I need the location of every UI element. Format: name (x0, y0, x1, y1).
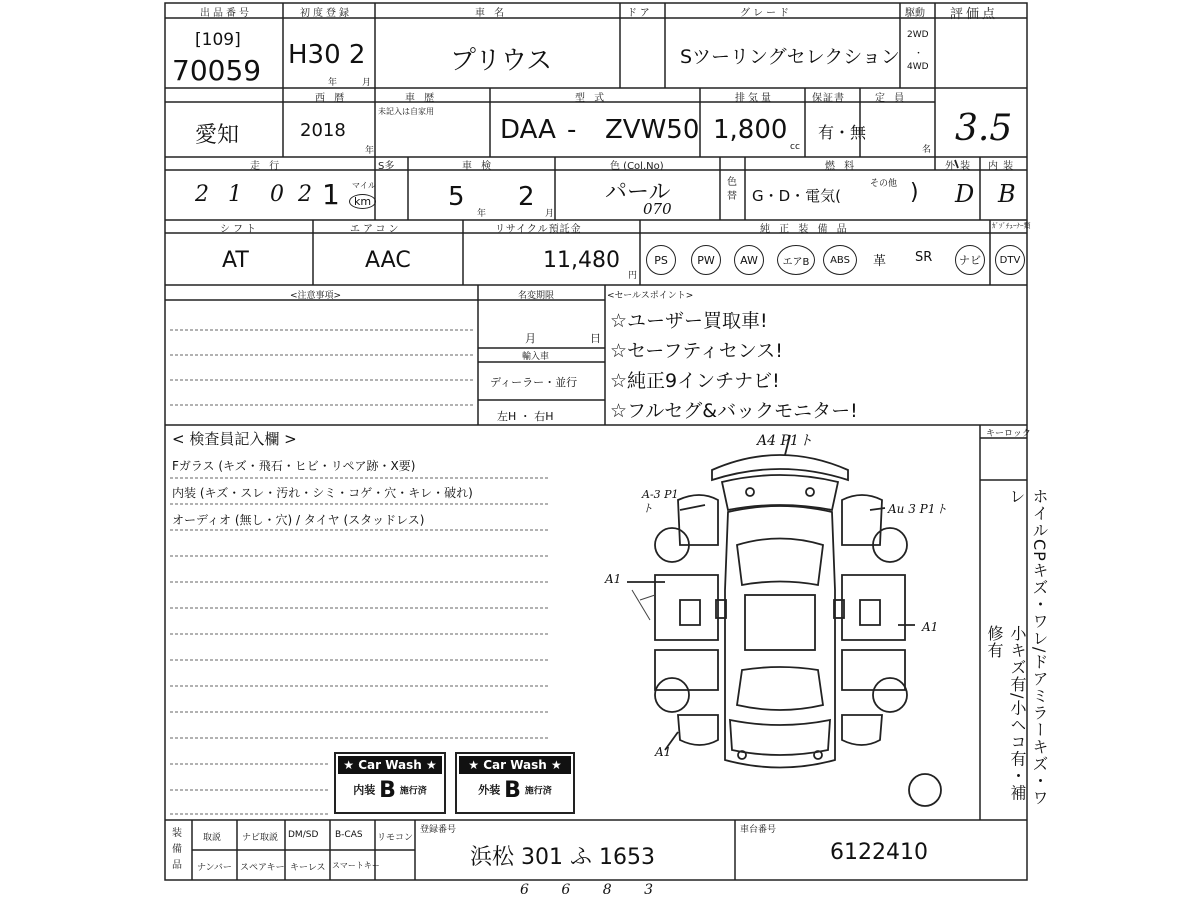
door-header: ドア (627, 8, 653, 19)
car-wash-interior-title: ★ Car Wash ★ (338, 756, 442, 774)
footer-item-remote: リモコン (377, 833, 414, 843)
lot-no-header: 出品番号 (200, 8, 252, 19)
car-wash-exterior-status: 施行済 (524, 786, 552, 797)
car-wash-exterior-area: 外装 (478, 783, 501, 797)
sales-point-2: ☆セーフティセンス! (610, 340, 783, 362)
sales-header: <セールスポイント> (607, 291, 694, 301)
aircon-value: AAC (365, 248, 411, 273)
damage-front-left: A-3 P1ト (642, 488, 679, 515)
vertical-note-2: 小キズ有/小ヘコ有・補修有 (985, 625, 1027, 802)
location-value: 愛知 (195, 123, 240, 148)
first-reg-year-unit: 年 (328, 78, 338, 88)
equip-airbag: エアB (777, 245, 815, 275)
inspector-header: < 検査員記入欄 > (172, 430, 297, 448)
import-header: 輸入車 (522, 352, 550, 362)
lot-number: 70059 (172, 54, 262, 87)
lot-prefix: [109] (195, 30, 241, 50)
first-reg-header: 初度登録 (300, 8, 352, 19)
model-year-value: 2018 (300, 120, 346, 141)
recycle-unit: 円 (628, 271, 638, 281)
warranty-header: 保証書 (812, 93, 845, 104)
car-wash-exterior-result (457, 778, 573, 803)
car-name-value: プリウス (450, 46, 553, 76)
displacement-header: 排気量 (735, 93, 774, 104)
s-flag-header: S多 (378, 161, 395, 172)
color-value: パール (605, 180, 671, 205)
damage-right-side: A1 (922, 620, 939, 634)
footer-item-manual: 取説 (203, 833, 222, 843)
inspector-line-glass: Fガラス (キズ・飛石・ヒビ・リペア跡・X要) (172, 459, 416, 473)
shift-header: シフト (220, 224, 259, 235)
footer-item-keyless: キーレス (290, 863, 326, 873)
footer-item-dm-sd: DM/SD (288, 830, 319, 840)
equipment-header: 純 正 装 備 品 (760, 224, 850, 235)
sales-point-1: ☆ユーザー買取車! (610, 310, 768, 332)
car-wash-exterior-stamp (455, 752, 575, 814)
sales-point-4: ☆フルセグ&バックモニター! (610, 400, 858, 422)
inspection-month: 2 (518, 182, 535, 212)
chassis-number: 6122410 (830, 840, 928, 865)
interior-score: B (998, 180, 1016, 208)
bottom-scribble: 6 6 8 3 (520, 882, 667, 898)
car-wash-interior-result (336, 778, 444, 803)
model-prefix: DAA (500, 115, 556, 145)
unit-km: km (349, 194, 376, 209)
equip-abs: ABS (823, 245, 857, 275)
vertical-note-1: ホイルCPキズ・ワレ/ドアミラーキズ・ワレ (1007, 488, 1049, 807)
damage-rear-left: A1 (655, 745, 672, 759)
inspector-line-interior: 内装 (キズ・スレ・汚れ・シミ・コゲ・穴・キレ・破れ) (172, 486, 473, 500)
equip-pw: PW (691, 245, 721, 275)
exterior-score: D (955, 180, 975, 208)
mileage-digit-1: 2 (195, 182, 209, 207)
drive-header: 駆動 (905, 8, 925, 19)
name-change-day: 日 (590, 332, 601, 345)
color-number: 070 (643, 200, 672, 218)
score-value: 3.5 (955, 108, 1013, 149)
fuel-header: 燃 料 (825, 161, 858, 172)
grade-value: Sツーリングセレクション (680, 46, 900, 68)
color-header: 色 (Col.No) (610, 161, 664, 172)
plate-number: 浜松 301 ふ 1653 (470, 845, 655, 870)
car-wash-exterior-grade: B (504, 778, 521, 803)
exterior-header: 外 装 (945, 161, 972, 172)
inspector-line-audio: オーディオ (無し・穴) / タイヤ (スタッドレス) (172, 513, 425, 527)
equip-aw: AW (734, 245, 764, 275)
color-change: 色替 (727, 177, 737, 202)
footer-item-spare-key: スペアキー (240, 863, 285, 873)
score-header: 評価点 (950, 7, 999, 22)
footer-item-navi-manual: ナビ取説 (242, 833, 279, 843)
name-change-header: 名変期限 (518, 291, 555, 301)
first-reg-value: H30 2 (288, 40, 366, 70)
west-year-header: 西 暦 (315, 93, 348, 104)
equip-navi: ナビ (955, 245, 985, 275)
mileage-digit-2: 1 (228, 182, 242, 207)
mileage-header: 走 行 (250, 161, 283, 172)
drive-dot: ・ (914, 49, 924, 59)
car-wash-interior-status: 施行済 (399, 786, 427, 797)
fuel-value: G・D・電気( (752, 187, 842, 205)
model-code: ZVW50 (605, 115, 700, 145)
handle-side: 左H ・ 右H (497, 410, 554, 423)
damage-front: A4 P1ト (757, 433, 813, 449)
mileage-digit-5: 1 (322, 178, 340, 211)
displacement-unit: cc (790, 142, 800, 152)
damage-front-right: Au 3 P1ト (888, 502, 948, 516)
fuel-close: ) (910, 180, 919, 205)
aircon-header: エアコン (350, 224, 402, 235)
car-wash-exterior-title: ★ Car Wash ★ (459, 756, 571, 774)
recycle-header: リサイクル預託金 (495, 224, 582, 235)
history-header: 車 歴 (405, 93, 438, 104)
shift-value: AT (222, 248, 249, 273)
equip-dtv: DTV (995, 245, 1025, 275)
equip-ps: PS (646, 245, 676, 275)
footer-item-bcas: B-CAS (335, 830, 363, 840)
interior-header: 内 装 (988, 161, 1015, 172)
sales-point-3: ☆純正9インチナビ! (610, 370, 780, 392)
equipment-ops-label: 装備品 (172, 828, 182, 871)
capacity-header: 定 員 (875, 93, 908, 104)
recycle-fee: 11,480 (543, 248, 620, 273)
equip-leather: 革 (873, 254, 887, 269)
mileage-digit-4: 2 (298, 182, 312, 207)
inspection-year-unit: 年 (477, 209, 487, 219)
fuel-other: その他 (870, 179, 898, 189)
drive-2wd: 2WD (907, 30, 929, 40)
drive-4wd: 4WD (907, 62, 929, 72)
damage-left-side: A1 (605, 572, 622, 586)
car-wash-interior-stamp (334, 752, 446, 814)
model-dash: - (567, 115, 577, 145)
unit-mile: マイル (352, 181, 376, 190)
mileage-digit-3: 0 (270, 182, 284, 207)
grade-header: グレード (740, 8, 792, 19)
car-wash-interior-grade: B (379, 778, 396, 803)
key-lock-label: キーロック (986, 429, 1031, 439)
displacement-value: 1,800 (713, 115, 788, 145)
equip-sr: SR (915, 250, 933, 265)
footer-item-smart-key: スマートキー (332, 861, 380, 870)
inspection-year: 5 (448, 182, 465, 212)
name-change-month: 月 (525, 332, 536, 345)
history-note: 未記入は自家用 (378, 107, 434, 116)
footer-item-plate: ナンバー (197, 863, 232, 873)
car-name-header: 車 名 (475, 8, 508, 19)
car-wash-interior-area: 内装 (353, 783, 376, 797)
import-type: ディーラー・並行 (490, 376, 578, 389)
inspection-header: 車 検 (462, 161, 495, 172)
warranty-value: 有・無 (818, 123, 867, 142)
chassis-header: 車台番号 (740, 825, 777, 835)
first-reg-month-unit: 月 (362, 78, 372, 88)
plate-header: 登録番号 (420, 825, 457, 835)
model-year-unit: 年 (365, 146, 375, 156)
capacity-unit: 名 (922, 145, 932, 155)
caution-header: <注意事項> (290, 291, 342, 301)
inspection-month-unit: 月 (545, 209, 555, 219)
model-header: 型 式 (575, 93, 608, 104)
tuner-header: ｶﾞｿﾞﾁｭｰﾅｰ類 (992, 222, 1031, 230)
